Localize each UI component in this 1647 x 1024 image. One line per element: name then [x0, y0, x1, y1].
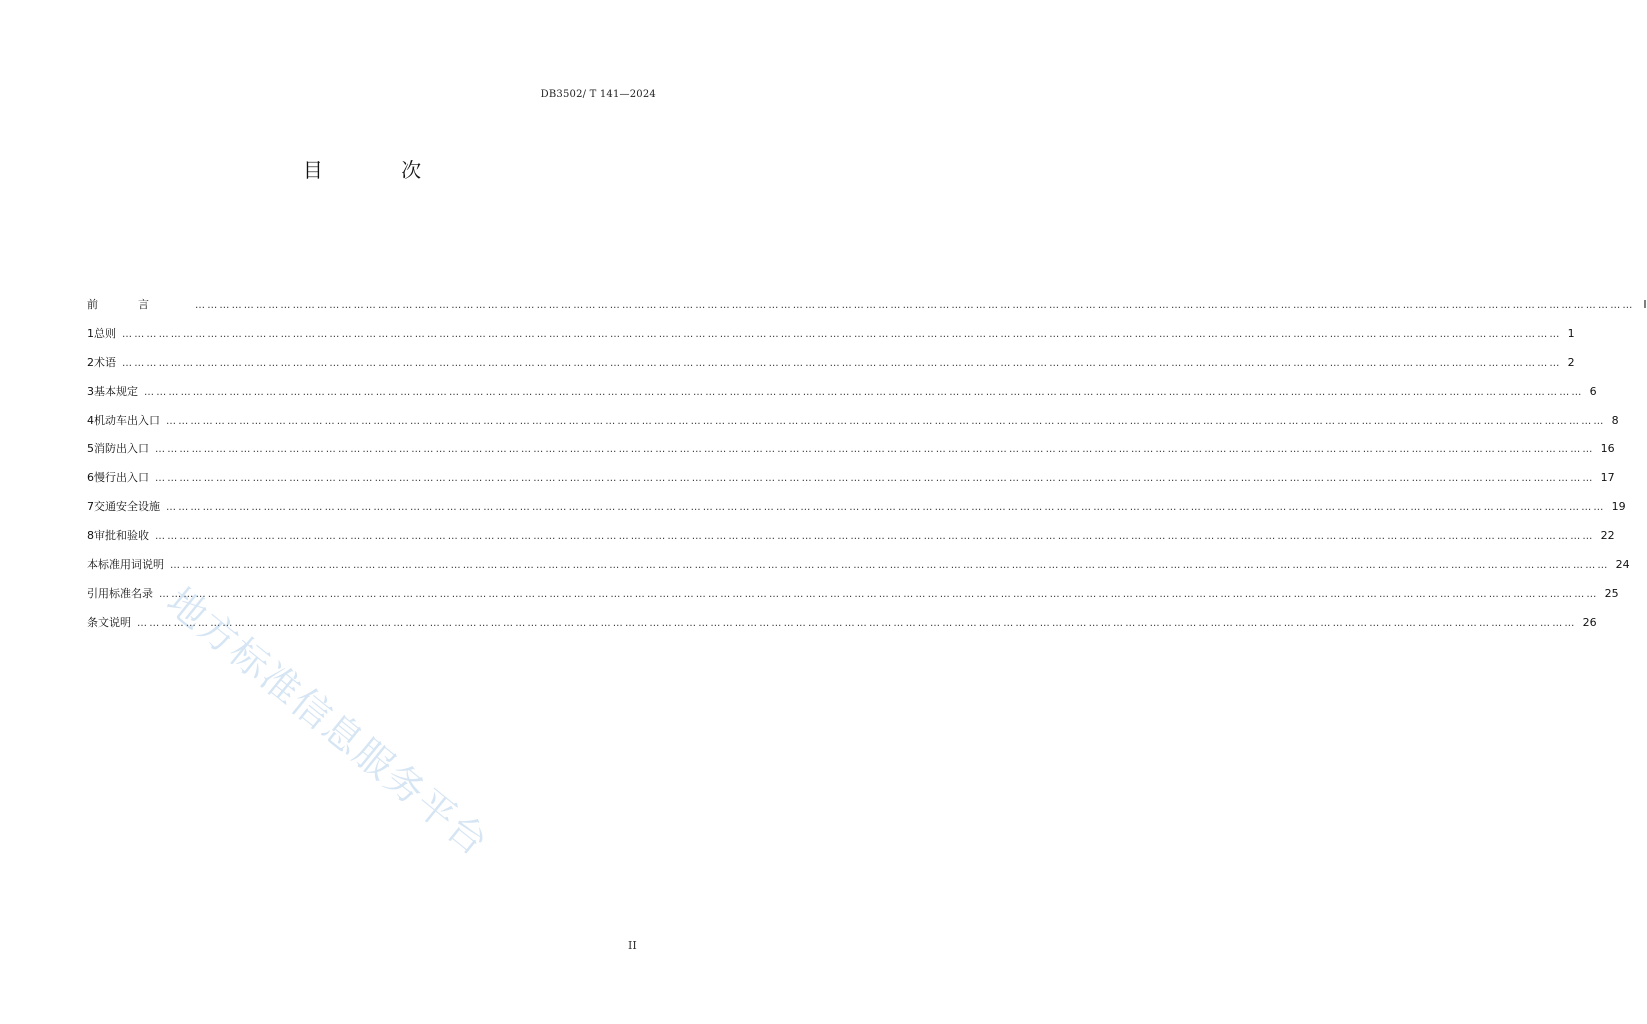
toc-dot-leader: ………………………………………………………………………………………………………………………………………………………………………………………………………………………………………………………………………………………………………………………… — [155, 531, 1595, 543]
toc-entry-number: 2 — [87, 355, 94, 369]
toc-entry-number: 8 — [87, 529, 94, 543]
toc-entry-page: 1 — [1567, 326, 1575, 340]
toc-entry-page: 26 — [1582, 615, 1597, 629]
toc-entry-title: 本标准用词说明 — [87, 558, 164, 572]
toc-entry-page: 8 — [1611, 413, 1619, 427]
toc-entry-page: 19 — [1611, 500, 1626, 514]
toc-entry-7[interactable] — [87, 498, 1626, 527]
toc-entry-4[interactable] — [87, 412, 1619, 441]
toc-dot-leader: ………………………………………………………………………………………………………………………………………………………………………………………………………………………………………………………………………………………………………………………… — [144, 386, 1584, 398]
toc-entry-title: 前言 — [87, 298, 189, 311]
document-code: DB3502/ T 141—2024 — [540, 89, 656, 100]
toc-entry-title: 基本规定 — [94, 384, 138, 398]
toc-entry-number: 4 — [87, 413, 94, 427]
toc-entry-title: 交通安全设施 — [94, 500, 160, 514]
toc-dot-leader: ………………………………………………………………………………………………………………………………………………………………………………………………………………………………………………………………………………………………………………………… — [159, 588, 1599, 600]
toc-dot-leader: ………………………………………………………………………………………………………………………………………………………………………………………………………………………………………………………………………………………………………………………… — [170, 560, 1610, 572]
toc-entry-title: 条文说明 — [87, 615, 131, 629]
toc-entry-number: 1 — [87, 326, 94, 340]
toc-entry-5[interactable] — [87, 440, 1615, 469]
toc-dot-leader: ………………………………………………………………………………………………………………………………………………………………………………………………………………………………………………………………………………………………………………………… — [155, 444, 1595, 456]
toc-entry-3[interactable] — [87, 383, 1597, 412]
watermark: 地方标准信息服务平台 — [158, 578, 498, 865]
toc-entry-title: 机动车出入口 — [94, 413, 160, 427]
toc-entry-page: 24 — [1615, 558, 1630, 572]
toc-entry-page: 6 — [1589, 384, 1597, 398]
toc-entry-title: 引用标准名录 — [87, 586, 153, 600]
toc-entry-page: 22 — [1600, 529, 1615, 543]
page-number: II — [628, 939, 637, 952]
toc-dot-leader: ………………………………………………………………………………………………………………………………………………………………………………………………………………………………………………………………………………………………………………………… — [122, 328, 1562, 340]
toc-entry-6[interactable] — [87, 469, 1615, 498]
toc-entry-page: 25 — [1604, 586, 1619, 600]
toc-entry-title: 总则 — [94, 326, 116, 340]
toc-entry-number: 3 — [87, 384, 94, 398]
toc-heading: 目 次 — [302, 158, 458, 182]
toc-entry-page: 2 — [1567, 355, 1575, 369]
toc-entry-number: 7 — [87, 500, 94, 514]
toc-entry-title: 消防出入口 — [94, 442, 149, 456]
toc-entry-2[interactable] — [87, 354, 1575, 383]
toc-entry-title: 审批和验收 — [94, 529, 149, 543]
toc-dot-leader: ………………………………………………………………………………………………………………………………………………………………………………………………………………………………………………………………………………………………………………………… — [166, 415, 1606, 427]
toc-entry-page: 17 — [1600, 471, 1615, 485]
toc-entry-terminology[interactable] — [87, 556, 1630, 585]
table-of-contents — [87, 296, 1647, 643]
toc-dot-leader: ………………………………………………………………………………………………………………………………………………………………………………………………………………………………………………………………………………………………………………………… — [166, 502, 1606, 514]
toc-entry-title: 术语 — [94, 355, 116, 369]
toc-entry-number: 6 — [87, 471, 94, 485]
toc-entry-page: 16 — [1600, 442, 1615, 456]
toc-entry-number: 5 — [87, 442, 94, 456]
toc-entry-page: I — [1643, 298, 1647, 311]
toc-entry-1[interactable] — [87, 325, 1575, 354]
toc-dot-leader: ………………………………………………………………………………………………………………………………………………………………………………………………………………………………………………………………………………………………………………………… — [195, 300, 1635, 311]
toc-entry-title: 慢行出入口 — [94, 471, 149, 485]
toc-dot-leader: ………………………………………………………………………………………………………………………………………………………………………………………………………………………………………………………………………………………………………………………… — [137, 617, 1577, 629]
toc-entry-8[interactable] — [87, 527, 1615, 556]
toc-dot-leader: ………………………………………………………………………………………………………………………………………………………………………………………………………………………………………………………………………………………………………………………… — [122, 357, 1562, 369]
toc-dot-leader: ………………………………………………………………………………………………………………………………………………………………………………………………………………………………………………………………………………………………………………………… — [155, 473, 1595, 485]
toc-entry-foreword[interactable] — [87, 296, 1647, 325]
